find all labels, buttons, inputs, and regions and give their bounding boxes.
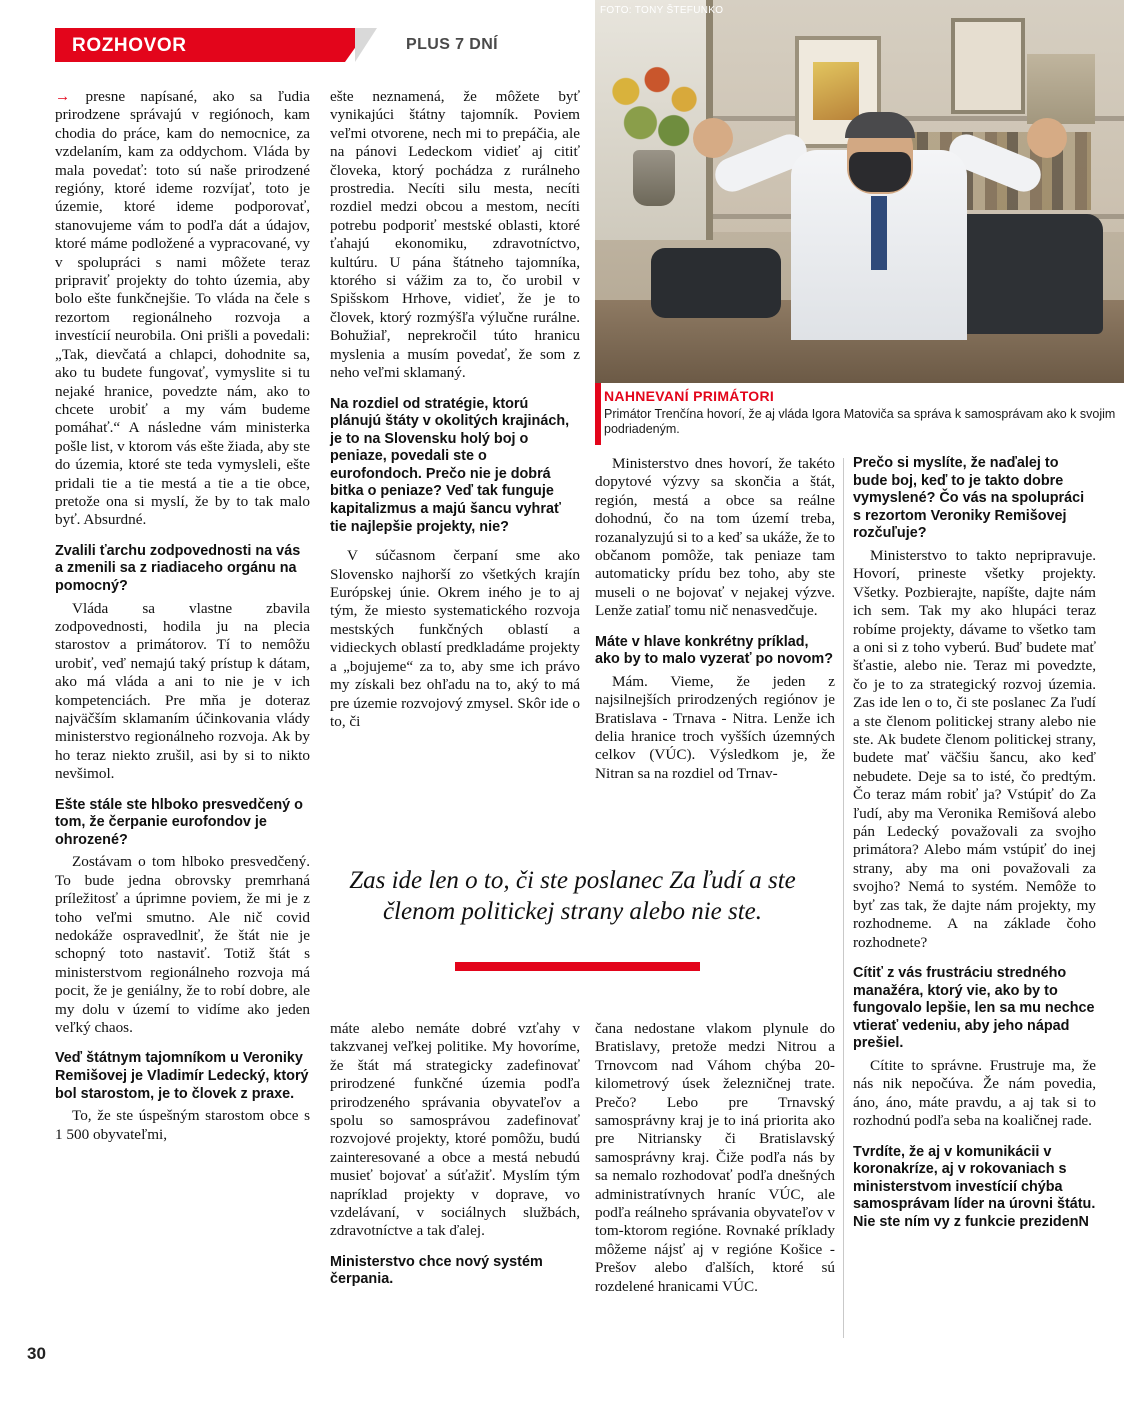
interview-question: Ešte stále ste hlboko presvedčený o tom, že čerpanie eurofondov je ohrozené? [55,796,303,848]
paragraph: Cítite to správne. Frustruje ma, že nás nik nepočúva. Že nám povedia, áno, áno, máte pravdu, a aj tak si to rozhodnú podľa seba na koaličnej rade. [853,1056,1096,1130]
photo-shelf-box [1027,54,1095,124]
section-label: ROZHOVOR [72,35,187,56]
interview-question: Cítiť z vás frustráciu stredného manažéra, ktorý vie, ako by to fungovalo lepšie, len sa mu nechce vtierať vedeniu, aby jeho nápad prešiel. [853,964,1095,1052]
interview-question: Tvrdíte, že aj v komunikácii v koronakríze, aj v rokovaniach s ministerstvom investícií chýba samosprávam líder na úrovni štátu. Nie ste ním vy z funkcie prezidenN [853,1143,1096,1230]
photo-chair-secondary [651,248,781,318]
paragraph: Mám. Vieme, že jeden z najsilnejších prirodzených regiónov je Bratislava - Trnava - Nitra. Lenže ich delia hranice troch vyšších územných celkov (VÚC). Výsledkom je, že Nitran sa na rozdiel od Trnav- [595,672,835,782]
interview-question: Veď štátnym tajomníkom u Veroniky Remišovej je Vladimír Ledecký, ktorý bol starostom, je to človek z praxe. [55,1050,309,1102]
photo-vase [633,150,675,206]
photo-person-tie [871,196,887,270]
text-column-3 [595,455,835,783]
photo-credit: FOTO: TONY ŠTEFUNKO [600,5,724,16]
pull-quote-rule [455,962,700,971]
column-divider [843,458,844,1338]
text-column-4 [853,455,1096,1235]
article-photo [595,0,1124,383]
interview-question: Na rozdiel od stratégie, ktorú plánujú štáty v okolitých krajinách, je to na Slovensku holý boj o peniaze, povedali ste o eurofondoch. Prečo nie je dobrá bitka o peniaze? Veď tak funguje kapitalizmus a majú šancu vyhrať tie najlepšie projekty, nie? [330,395,570,535]
article-header [55,28,595,62]
interview-question: Zvalili ťarchu zodpovednosti na vás a zmenili sa z riadiaceho orgánu na pomocný? [55,542,301,594]
paragraph: ešte neznamená, že môžete byť vynikajúci štátny tajomník. Poviem veľmi otvorene, nech mi to prepáčia, ale na pánovi Ledeckom vidieť aj citiť človeka, ktorý pochádza z rurálneho prostredia. Necíti silu mesta, necíti rozdiel medzi obcou a mestom, necíti potrebu podporiť mestské oblasti, ktoré ťahajú ekonomiku, zdravotníctvo, kultúru. U pána štátneho tajomníka, ktorého si vážim za to, čo urobil v Spišskom Hrhove, vidieť, že je to človek, ktorý rozmýšľa výlučne rurálne. Bohužiaľ, neprekročil túto hranicu myslenia a musím povedať, že som z neho veľmi sklamaný. [330,88,580,382]
text-column-2 [330,88,580,731]
photo-person-left-hand [693,118,733,158]
interview-question: Máte v hlave konkrétny príklad, ako by to malo vyzerať po novom? [595,633,833,668]
photo-person-face-mask [849,152,911,192]
paragraph: V súčasnom čerpaní sme ako Slovensko najhorší zo všetkých krajín Európskej únie. Okrem iného je to aj tým, že miesto systematického rozvoja mestských funkčných oblastí a vidieckych oblastí predkladáme projekty a „bojujeme“ za to, aby sme ich právo my získali bez ohľadu na to, aký to má pre územie rozvojový zmysel. Skôr ide o to, či [330,547,580,730]
paragraph: Ministerstvo dnes hovorí, že takéto dopytové výzvy sa skončia a štát, región, mestá a obce sa reálne dohodnú, čo na tom území treba, rozanalyzujú si to a keď sa ukáže, že to občanom pomôže, tak peniaze tam automaticky prídu bez toho, aby ste museli o ne bojovať v nejakej výzve. Lenže zatiaľ tomu nič nenasvedčuje. [595,455,835,620]
text-column-2-lower [330,1020,580,1293]
caption-accent-bar [595,383,601,445]
paragraph-text: presne napísané, ako sa ľudia prirodzene správajú v regiónoch, kam chodia do práce, kam do nemocnice, za vzdelaním, kam za oddychom. Vláda by mala povedať: toto sú naše prirodzené regióny, ktoré ideme rozvíjať, toto je územie, ktoré ideme podporovať, stanovujeme vám to podľa dát a údajov, ktoré máme podložené a vypracované, vy v spolupráci s nami môžete teraz pripraviť projekty do tohto územia, aby bolo ešte funkčnejšie. To vláda na čele s rezortom regionálneho rozvoja a investícií neurobila. Oni prišli a povedali: „Tak, dievčatá a chlapci, dohodnite sa, ako tu budete fungovať, vymyslite si tu nejaké hranice, povedzte nám, ako to chcete urobiť a my vám budeme pomáhať.“ A následne vám ministerka pošle list, v ktorom vás ešte žiada, aby ste do územia, ktoré ste teda vymysleli, ešte pridali tie a tie mestá a tie a tie obce, pretože ona si myslí, že by to tak malo byť. Absurdné. [55,88,311,529]
paragraph: Ministerstvo to takto nepripravuje. Hovorí, prineste všetky projekty. Všetky. Pozbierajte, napíšte, dajte nám ich sem. Tak my ako hlupáci teraz robíme projekty, dávame to všetko tam a oni si z toho vyberú. Buď budete mať šťastie, alebo nie. Teraz mi povedzte, čo je to za strategický rozvoj územia. Zas ide len o to, či ste poslanec Za ľudí a ste členom politickej strany alebo nie ste. Ak budete členom politickej strany, budete mať väčšiu šancu, ako keď nebudete. Deje sa to isté, čo predtým. Čo teraz mám robiť ja? Vstúpiť do Za ľudí, aby ma Veronika Remišová alebo pán Ledecký považovali za svojho primátora? Alebo mám vstúpiť do inej strany, aby ma oni považovali za svojho? Nemá to systém. Nemôže to byť zas tak, že dajte nám projekty, my rozhodneme. A na základe čoho rozhodnete? [853,546,1096,951]
photo-person-right-hand [1027,118,1067,158]
paragraph: čana nedostane vlakom plynule do Bratislavy, pretože medzi Nitrou a Trnovcom nad Váhom chýba 20-kilometrový úsek železničnej trate. Prečo? Lebo pre Trnavský samosprávny kraj je to iná priorita ako pre Nitriansky či Bratislavský samosprávny kraj. Čiže podľa nás by sa nemalo rozhodovať podľa dnešných administratívnych hraníc VÚC, ale podľa reálneho správania obyvateľov v tom-ktorom regióne. Rovnaké príklady môžeme nájsť aj v regióne Košice - Prešov alebo ďalších, ktoré sú rozdelené hranicami VÚC. [595,1020,835,1295]
paragraph: Zostávam o tom hlboko presvedčený. To bude jedna obrovsky premrhaná príležitosť a úprimne poviem, že mi je z toho veľmi smutno. Ale nič covid nedokáže ospravedlniť, že štát nie je schopný toto nastaviť. Totiž štát s ministerstvom regionálneho rozvoja má pocit, že je geniálny, že to robí dobre, ale my dolu v území to vidíme ako jeden veľký chaos. [55,853,310,1037]
text-column-3-lower [595,1020,835,1296]
paragraph: máte alebo nemáte dobré vzťahy v takzvanej veľkej politike. My hovoríme, že štát má strategicky zadefinovať prirodzené funkčné územia podľa prirodzeného správania obyvateľov a spolu so samosprávou zadefinovať rozvojové projekty, ktoré pomôžu, budú zainteresované a obce a mestá nebudú musieť bojovať a súťažiť. Myslím tým napríklad projekty v doprave, vo vzdelávaní, v sociálnych službách, zdravotníctve a tak ďalej. [330,1020,580,1240]
interview-question: Ministerstvo chce nový systém čerpania. [330,1253,543,1288]
text-column-1 [55,88,310,1144]
caption-title: NAHNEVANÍ PRIMÁTORI [604,388,775,404]
paragraph: Vláda sa vlastne zbavila zodpovednosti, hodila ju na plecia starostov a primátorov. Tí to nemôžu urobiť, veď nemajú taký prístup k dátam, ako má vláda a ani to nie je v ich kompetenciách. Pre mňa je doteraz najväčším sklamaním účinkovania vlády ministerstvo regionálneho rozvoja. Ak by ho teraz niekto zrušil, asi by si to nikto nevšimol. [55,599,310,783]
photo-framed-picture-2 [951,18,1025,114]
paragraph: To, že ste úspešným starostom obce s 1 500 obyvateľmi, [55,1107,310,1143]
section-tag-grey-slash [355,28,377,62]
photo-flowers [603,62,707,160]
caption-text: Primátor Trenčína hovorí, že aj vláda Igora Matoviča sa správa k samosprávam ako k svojim podriadeným. [604,407,1116,436]
page-number: 30 [27,1344,46,1363]
publication-name: PLUS 7 DNÍ [406,36,499,53]
continuation-arrow-icon: → [55,88,71,105]
paragraph [55,88,310,530]
pull-quote: Zas ide len o to, či ste poslanec Za ľudí a ste členom politickej strany alebo nie ste. [349,867,796,925]
interview-question: Prečo si myslíte, že naďalej to bude boj, keď to je takto dobre vymyslené? Čo vás na spolupráci s rezortom Veroniky Remišovej rozčuľuje? [853,455,1085,542]
